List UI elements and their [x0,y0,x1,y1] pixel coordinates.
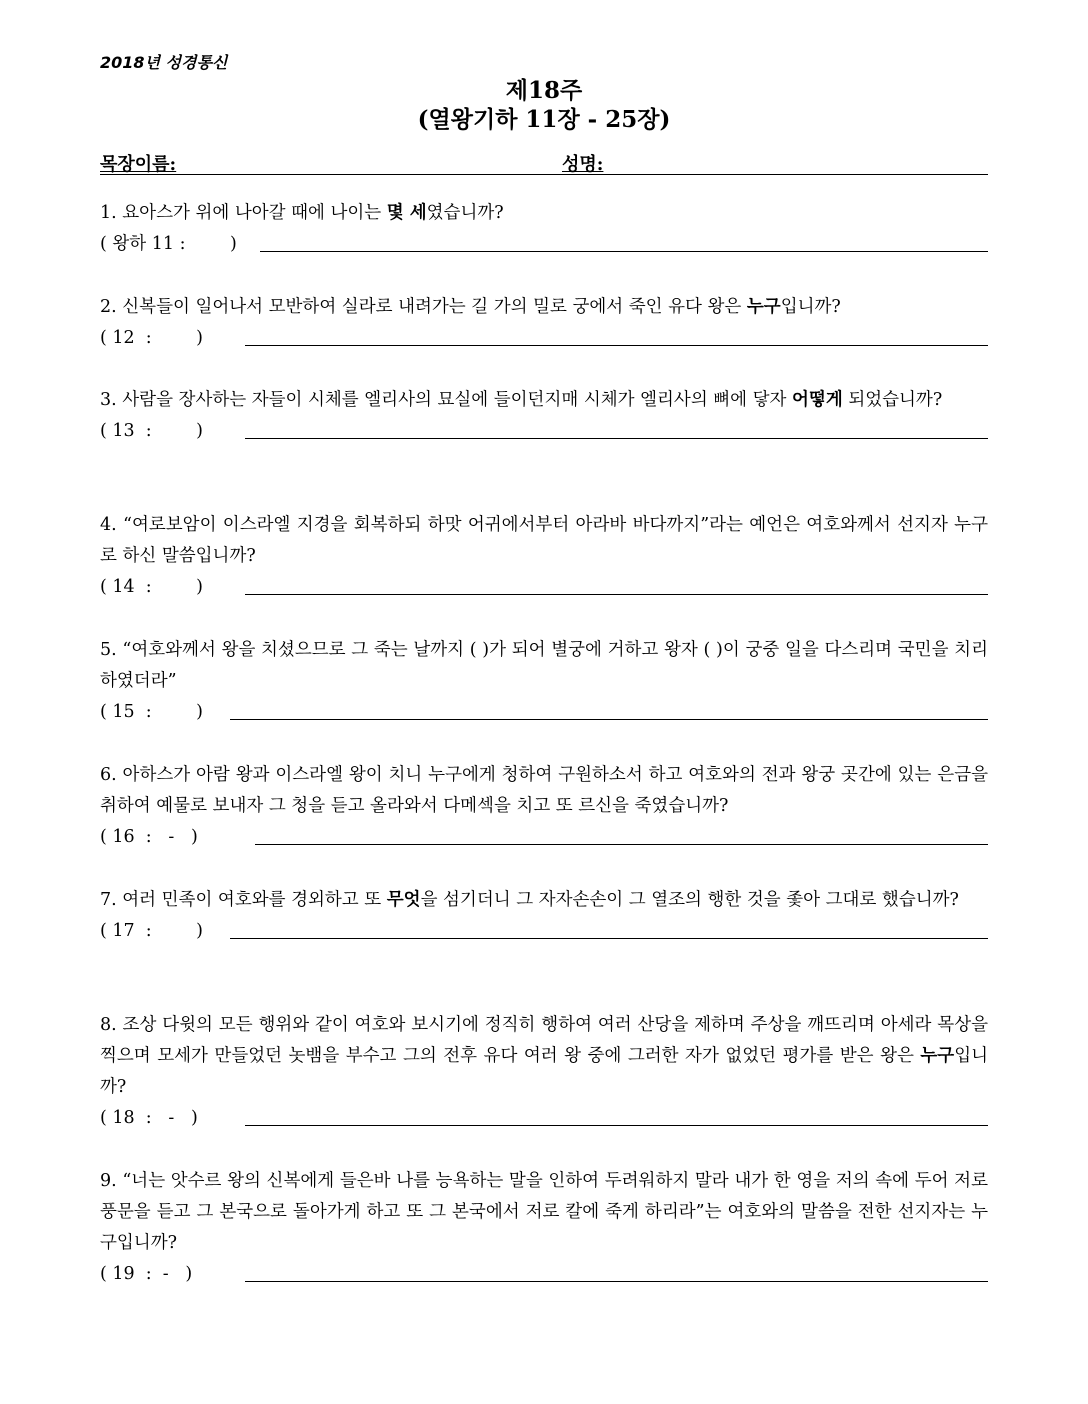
answer-line[interactable] [245,345,988,346]
answer-row [100,1259,988,1290]
info-row [100,150,988,175]
answer-reference: ( 13 : ) [100,421,204,441]
question-2 [100,292,988,354]
answer-reference: ( 17 : ) [100,921,204,941]
answer-row [100,229,988,260]
answer-reference: ( 16 : - ) [100,827,198,847]
question-1 [100,198,988,260]
question-3 [100,385,988,447]
question-text: 4. “여로보암이 이스라엘 지경을 회복하되 하맛 어귀에서부터 아라바 바다까지”라는 예언은 여호와께서 선지자 누구로 하신 말씀입니까? [100,515,988,566]
header-year-label: 2018년 성경통신 [100,53,228,72]
answer-reference: ( 15 : ) [100,702,204,722]
answer-line[interactable] [245,438,988,439]
question-text: 7. 여러 민족이 여호와를 경외하고 또 무엇을 섬기더니 그 자자손손이 그 열조의 행한 것을 좇아 그대로 했습니까? [100,890,959,910]
answer-row [100,323,988,354]
question-text: 2. 신복들이 일어나서 모반하여 실라로 내려가는 길 가의 밀로 궁에서 죽인 유다 왕은 누구입니까? [100,297,841,317]
answer-row [100,822,988,853]
question-9 [100,1166,988,1290]
answer-reference: ( 18 : - ) [100,1108,198,1128]
question-5 [100,635,988,728]
question-8 [100,1010,988,1134]
answer-line[interactable] [255,844,988,845]
question-6 [100,760,988,853]
answer-line[interactable] [245,1281,988,1282]
page-subtitle: (열왕기하 11장 - 25장) [417,106,671,133]
question-text: 8. 조상 다윗의 모든 행위와 같이 여호와 보시기에 정직히 행하여 여러 산당을 제하며 주상을 깨뜨리며 아세라 목상을 찍으며 모세가 만들었던 놋뱀을 부수고 그의 전후 유다 여러 왕 중에 그러한 자가 없었던 평가를 받은 왕은 누구입니까? [100,1015,988,1097]
answer-line[interactable] [245,1125,988,1126]
question-text: 6. 아하스가 아람 왕과 이스라엘 왕이 치니 누구에게 청하여 구원하소서 하고 여호와의 전과 왕궁 곳간에 있는 은금을 취하여 예물로 보내자 그 청을 듣고 올라와서 다메섹을 치고 또 르신을 죽였습니까? [100,765,988,816]
answer-reference: ( 12 : ) [100,328,204,348]
moksang-label: 목장이름: [100,154,177,175]
question-4 [100,510,988,603]
answer-row [100,572,988,603]
answer-line[interactable] [260,251,988,252]
answer-reference: ( 14 : ) [100,577,204,597]
answer-line[interactable] [230,938,988,939]
answer-reference: ( 왕하 11 : ) [100,234,237,254]
answer-line[interactable] [245,594,988,595]
question-text: 3. 사람을 장사하는 자들이 시체를 엘리사의 묘실에 들이던지매 시체가 엘리사의 뼈에 닿자 어떻게 되었습니까? [100,390,943,410]
name-label: 성명: [562,154,604,175]
answer-row [100,1103,988,1134]
question-text: 1. 요아스가 위에 나아갈 때에 나이는 몇 세였습니까? [100,203,504,223]
question-text: 5. “여호와께서 왕을 치셨으므로 그 죽는 날까지 ( )가 되어 별궁에 거하고 왕자 ( )이 궁중 일을 다스리며 국민을 치리하였더라” [100,640,988,691]
answer-row [100,416,988,447]
answer-row [100,697,988,728]
answer-row [100,916,988,947]
answer-line[interactable] [230,719,988,720]
question-text: 9. “너는 앗수르 왕의 신복에게 들은바 나를 능욕하는 말을 인하여 두려워하지 말라 내가 한 영을 저의 속에 두어 저로 풍문을 듣고 그 본국으로 돌아가게 하고 또 그 본국에서 저로 칼에 죽게 하리라”는 여호와의 말씀을 전한 선지자는 누구입니까? [100,1171,988,1253]
question-7 [100,885,988,947]
answer-reference: ( 19 : - ) [100,1264,193,1284]
page-title: 제18주 [505,77,583,104]
